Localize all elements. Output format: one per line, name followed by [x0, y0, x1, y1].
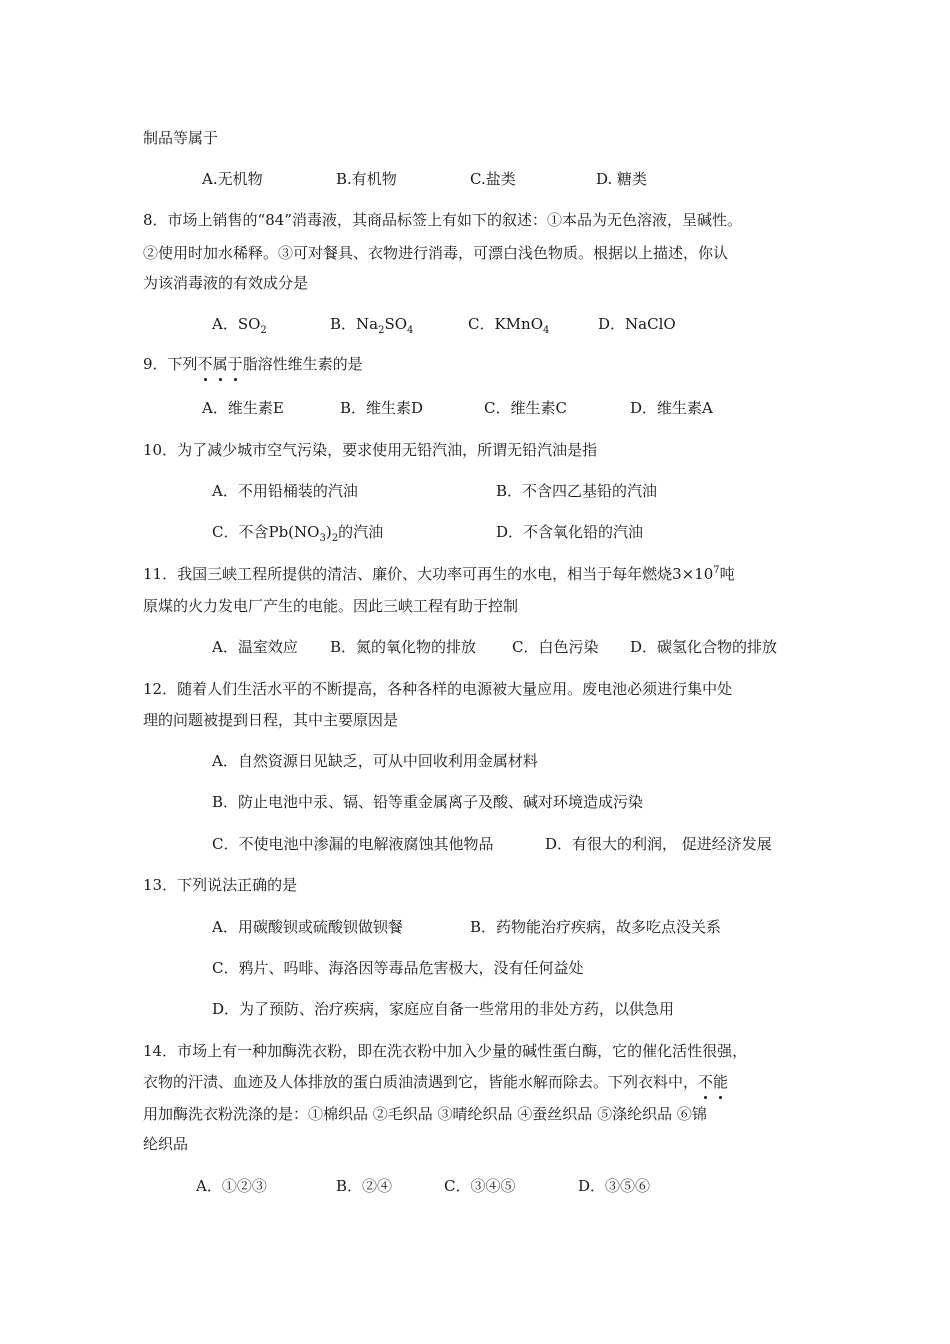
q12-option-a: A．自然资源日见缺乏，可从中回收利用金属材料: [212, 752, 538, 770]
emphasis-dot-char: 属: [212, 355, 228, 373]
q11-option-c: C．白色污染: [512, 638, 599, 656]
q12-option-c: C．不使电池中渗漏的电解液腐蚀其他物品: [212, 835, 494, 853]
q13-option-c: C．鸦片、吗啡、海洛因等毒品危害极大，没有任何益处: [212, 959, 584, 977]
question-11-line-1: 11．我国三峡工程所提供的清洁、廉价、大功率可再生的水电，相当于每年燃烧$3\times 10^7$吨: [143, 565, 735, 583]
question-11-line-2: 原煤的火力发电厂产生的电能。因此三峡工程有助于控制: [143, 597, 519, 615]
q7-option-d: D. 糖类: [596, 170, 648, 188]
emphasis-dot-char: 不: [698, 1073, 714, 1091]
emphasis-dot-char: 不: [197, 355, 213, 373]
q10-option-b: B．不含四乙基铅的汽油: [496, 482, 658, 500]
question-8-line-1: 8．市场上销售的“84”消毒液，其商品标签上有如下的叙述：①本品为无色溶液，呈碱性。: [143, 211, 742, 229]
q11-option-b: B．氮的氧化物的排放: [330, 638, 477, 656]
q12-option-b: B．防止电池中汞、镉、铅等重金属离子及酸、碱对环境造成污染: [212, 793, 644, 811]
question-14-line-1: 14．市场上有一种加酶洗衣粉，即在洗衣粉中加入少量的碱性蛋白酶，它的催化活性很强，: [143, 1042, 748, 1060]
question-14-line-4: 纶织品: [143, 1135, 189, 1153]
q9-option-a: A．维生素E: [202, 399, 284, 417]
q9-option-d: D．维生素A: [630, 399, 713, 417]
q10-option-c: C．不含$Pb(NO_3)_2$的汽油: [212, 523, 384, 544]
emphasis-dot-char: 能: [713, 1073, 729, 1091]
question-10-stem: 10．为了减少城市空气污染，要求使用无铅汽油，所谓无铅汽油是指: [143, 441, 598, 459]
emphasis-dot-char: 于: [227, 355, 243, 373]
question-8-line-3: 为该消毒液的有效成分是: [143, 274, 309, 292]
question-7-continuation: 制品等属于: [143, 129, 219, 147]
q13-option-d: D．为了预防、治疗疾病，家庭应自备一些常用的非处方药，以供急用: [212, 1000, 675, 1018]
q14-option-d: D．③⑤⑥: [578, 1177, 651, 1195]
q14-option-b: B．②④: [336, 1177, 393, 1195]
question-14-line-3: 用加酶洗衣粉洗涤的是：①棉织品 ②毛织品 ③晴纶织品 ④蚕丝织品 ⑤涤纶织品 ⑥锦: [143, 1105, 707, 1123]
q8-option-a: A．$SO_2$: [212, 315, 267, 336]
q9-option-c: C．维生素C: [484, 399, 567, 417]
q13-option-a: A．用碳酸钡或硫酸钡做钡餐: [212, 918, 403, 936]
q11-option-d: D．碳氢化合物的排放: [630, 638, 778, 656]
question-12-line-1: 12．随着人们生活水平的不断提高，各种各样的电源被大量应用。废电池必须进行集中处: [143, 680, 733, 698]
question-9-stem: 9．下列不属于脂溶性维生素的是: [143, 355, 363, 373]
q8-option-c: C．KMnO$_4$: [468, 315, 550, 336]
q7-option-a: A.无机物: [202, 170, 263, 188]
q8-option-b: B．$Na_2SO_4$: [330, 315, 414, 336]
question-13-stem: 13．下列说法正确的是: [143, 876, 298, 894]
q13-option-b: B．药物能治疗疾病，故多吃点没关系: [470, 918, 722, 936]
q7-option-b: B.有机物: [336, 170, 397, 188]
q12-option-d: D．有很大的利润， 促进经济发展: [545, 835, 772, 853]
q11-option-a: A．温室效应: [212, 638, 298, 656]
question-12-line-2: 理的问题被提到日程，其中主要原因是: [143, 711, 399, 729]
q8-option-d: D．NaClO: [598, 315, 676, 333]
question-14-line-2: 衣物的汗渍、血迹及人体排放的蛋白质油渍遇到它，皆能水解而除去。下列衣料中，不能: [143, 1073, 729, 1091]
question-8-line-2: ②使用时加水稀释。③可对餐具、衣物进行消毒，可漂白浅色物质。根据以上描述，你认: [143, 244, 729, 262]
q10-option-d: D．不含氧化铅的汽油: [496, 523, 644, 541]
q9-option-b: B．维生素D: [340, 399, 424, 417]
q14-option-a: A．①②③: [196, 1177, 267, 1195]
q10-option-a: A．不用铅桶装的汽油: [212, 482, 358, 500]
q7-option-c: C.盐类: [470, 170, 516, 188]
q14-option-c: C．③④⑤: [444, 1177, 516, 1195]
